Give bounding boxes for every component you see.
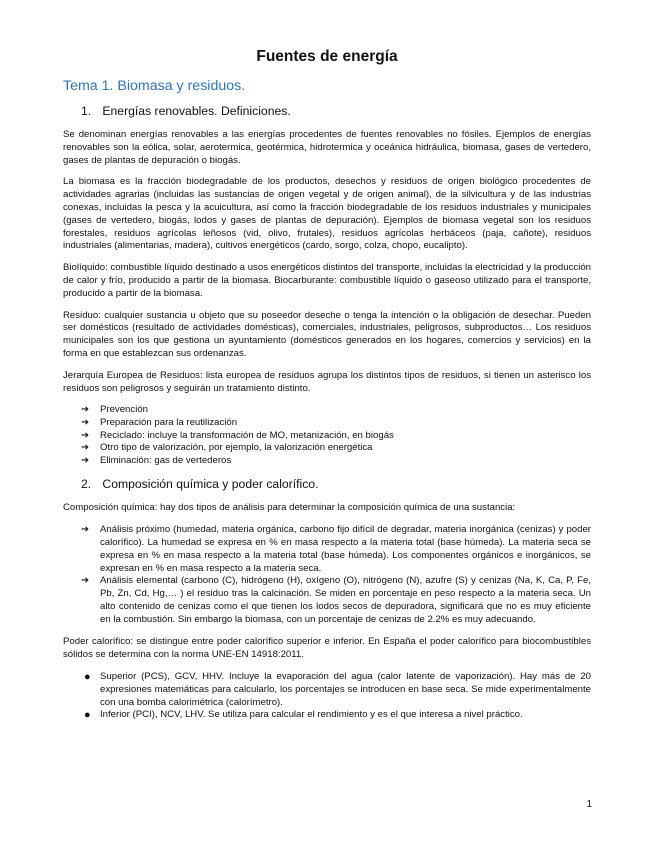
section-number: 1. [81,104,92,118]
list-item: ➔ Prevención [81,404,148,416]
page-number: 1 [586,799,592,810]
list-item: ● Inferior (PCI), NCV, LHV. Se utiliza para calcular el rendimiento y es el que interesa a nivel práctico. [84,709,523,722]
arrow-icon: ➔ [81,429,90,441]
document-title: Fuentes de energía [256,48,398,65]
bullet-icon: ● [84,709,91,722]
arrow-icon: ➔ [81,442,90,454]
section-title: Energías renovables. Definiciones. [102,104,291,118]
paragraph-calorific: Poder calorífico: se distingue entre poder calorífico superior e inferior. En España el poder calorífico para biocombustibles sólidos se determina con la norma UNE-EN 14918:2011. [63,636,591,661]
arrow-icon: ➔ [81,404,90,416]
list-item: ➔ Preparación para la reutilización [81,416,238,428]
section-number: 2. [81,477,92,492]
analysis-list [63,524,591,626]
list-item: ➔ Reciclado: incluye la transformación de MO, metanización, en biogás [81,429,394,441]
list-item: ➔ Análisis próximo (humedad, materia orgánica, carbono fijo difícil de degradar, materia inorgánica (cenizas) y poder calorífico). La humedad se expresa en % en masa respecto a la materia total (base húmeda). La materia seca se expresa en % en masa respecto a la materia total (base húmeda). Los componentes orgánicos e inorgánicos, se expresan en % en masa respecto a la materia seca. [81,524,591,574]
list-item: ➔ Otro tipo de valorización, por ejemplo, la valorización energética [81,442,373,454]
list-item: ➔ Eliminación: gas de vertederos [81,454,232,466]
section-title: Composición química y poder calorífico. [102,477,319,492]
arrow-icon: ➔ [81,575,90,587]
hierarchy-list [63,404,591,467]
bullet-icon: ● [84,671,91,684]
paragraph-renewables: Se denominan energías renovables a las energías procedentes de fuentes renovables no fósiles. Ejemplos de energías renovables son la eólica, solar, aerotermica, geotérmica, hidrotermica y oceánica hidráulica, biomasa, gases de vertedero, gases de plantas de depuración o biogás. [63,129,591,166]
list-item: ➔ Análisis elemental (carbono (C), hidrógeno (H), oxígeno (O), nitrógeno (N), azufre (S) y cenizas (Na, K, Ca, P, Fe, Pb, Zn, Cd, Hg,… ) el residuo tras la calcinación. Se miden en porcentaje en peso respecto a la materia seca. Un alto contenido de cenizas como el que tienen los lodos secos de depuradora, significará que no es muy eficiente en la combustión. Sin embargo la biomasa, con un porcentaje de cenizas de 2.2% es muy adecuando. [81,575,591,625]
list-item: ● Superior (PCS), GCV, HHV. Incluye la evaporación del agua (calor latente de vaporización). Hay más de 20 expresiones matemáticas para calcularlo, los porcentajes se introducen en base seca. Se mide experimentalmente con una bomba calorimétrica (calorímetro). [84,671,591,708]
paragraph-composition: Composición química: hay dos tipos de análisis para determinar la composición química de una sustancia: [63,502,516,514]
section-heading-1 [81,104,591,118]
topic-heading: Tema 1. Biomasa y residuos. [63,78,246,94]
calorific-list [63,671,591,722]
paragraph-hierarchy: Jerarquía Europea de Residuos: lista europea de residuos agrupa los distintos tipos de residuos, si tienen un asterisco los residuos son peligrosos y seguirán un tratamiento distinto. [63,369,591,394]
paragraph-waste: Residuo: cualquier sustancia u objeto que su poseedor deseche o tenga la intención o la obligación de desechar. Pueden ser domésticos (resultado de actividades domésticas), comerciales, industriales, peligrosos, subproductos… Los residuos municipales son los que gestiona un ayuntamiento (domésticos generados en los hogares, comercios y servicios) en la forma en que establezcan sus ordenanzas. [63,309,591,359]
arrow-icon: ➔ [81,416,90,428]
paragraph-bioliquid: Biolíquido: combustible líquido destinado a usos energéticos distintos del transporte, incluidas la electricidad y la producción de calor y frío, producido a partir de la biomasa. Biocarburante: combustible líquido o gaseoso utilizado para el transporte, producido a partir de la biomasa. [63,262,591,299]
arrow-icon: ➔ [81,524,90,536]
arrow-icon: ➔ [81,454,90,466]
section-heading-2 [81,477,591,491]
document-page [63,44,591,732]
paragraph-biomass: La biomasa es la fracción biodegradable de los productos, desechos y residuos de origen biológico procedentes de actividades agrarias (incluidas las sustancias de origen vegetal y de origen animal), de la silvicultura y de las industrias conexas, incluidas la pesca y la acuicultura, así como la fracción biodegradable de los residuos industriales y municipales (gases de vertedero, biogás, lodos y gases de plantas de depuración). Ejemplos de biomasa vegetal son los residuos forestales, residuos agrícolas leñosos (vid, olivo, frutales), residuos agrícolas herbáceos (paja, cañote), residuos industriales (alimentarias, madera), cultivos energéticos (cardo, sorgo, colza, chopo, eucalipto). [63,176,591,252]
